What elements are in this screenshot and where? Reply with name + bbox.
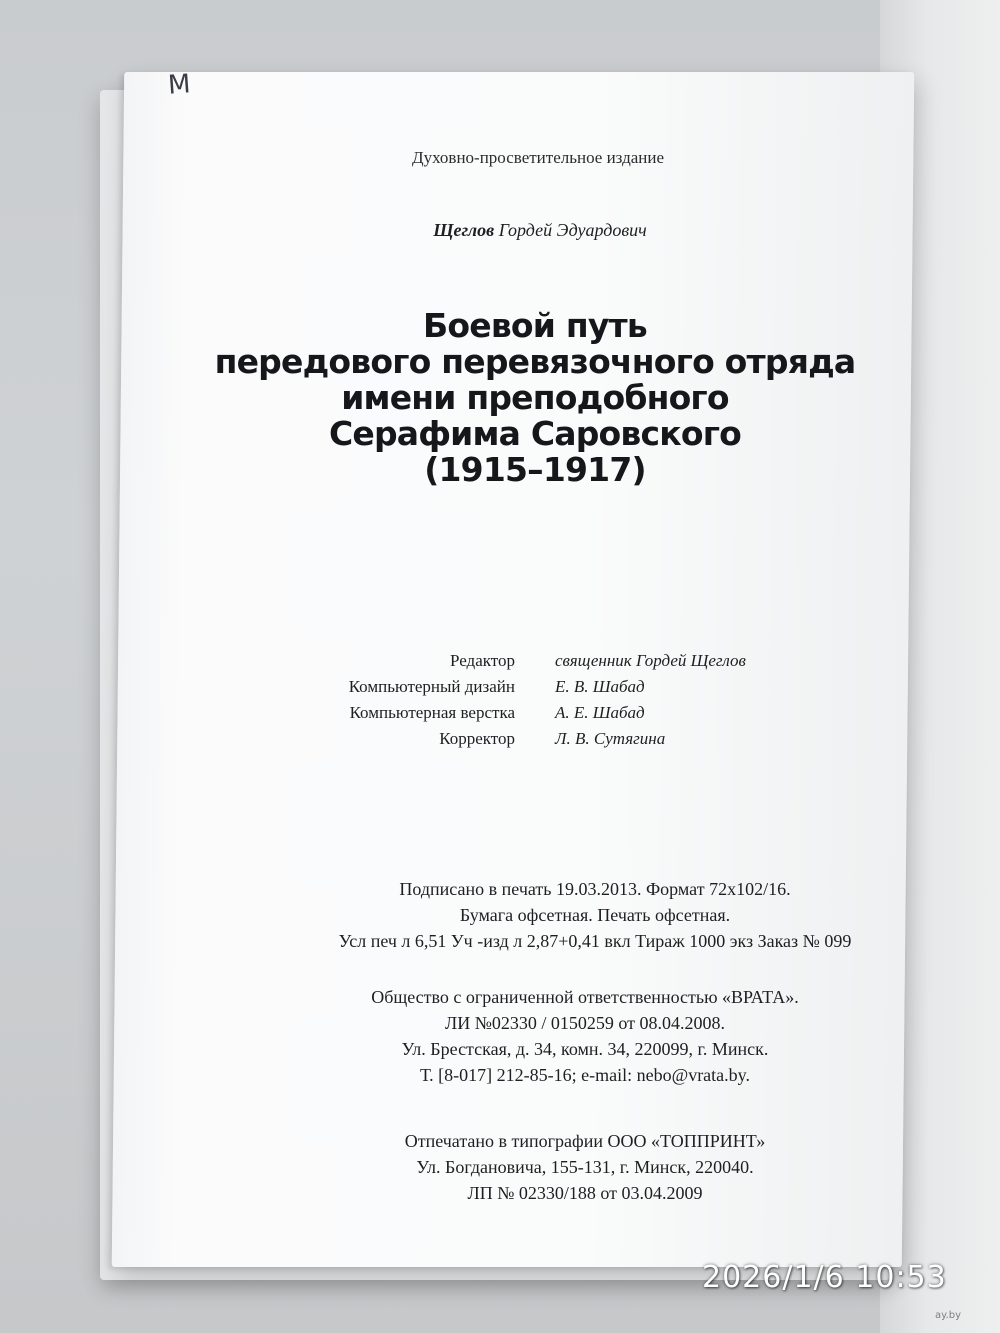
credit-name: А. Е. Шабад — [555, 703, 645, 722]
printer-line: Ул. Богдановича, 155-131, г. Минск, 220040. — [416, 1157, 754, 1177]
imprint-block — [95, 876, 1000, 954]
credit-row — [270, 700, 746, 726]
imprint-line: Усл печ л 6,51 Уч -изд л 2,87+0,41 вкл Тираж 1000 экз Заказ № 099 — [338, 931, 852, 951]
title-line: имени преподобного — [341, 378, 729, 417]
series-label: Духовно-просветительное издание — [411, 148, 665, 167]
credit-row — [270, 726, 746, 752]
credit-role: Корректор — [439, 729, 515, 748]
publisher-line: Т. [8-017] 212-85-16; e-mail: nebo@vrata.by. — [419, 1065, 750, 1085]
credit-name: священник Гордей Щеглов — [555, 651, 746, 670]
publisher-line: Общество с ограниченной ответственностью «ВРАТА». — [371, 987, 799, 1007]
publisher-line: Ул. Брестская, д. 34, комн. 34, 220099, г. Минск. — [401, 1039, 769, 1059]
credits-block — [270, 648, 746, 752]
title-line: Боевой путь — [423, 306, 647, 345]
imprint-line: Бумага офсетная. Печать офсетная. — [459, 905, 731, 925]
photo-timestamp: 2026/1/6 10:53 — [702, 1260, 947, 1295]
printer-block — [85, 1128, 1000, 1206]
credit-name: Е. В. Шабад — [555, 677, 645, 696]
watermark: ay.by — [935, 1310, 962, 1321]
credit-row — [270, 674, 746, 700]
title-line: Серафима Саровского — [328, 414, 742, 453]
credit-row — [270, 648, 746, 674]
book-title — [35, 308, 1000, 488]
credit-role: Компьютерная верстка — [349, 703, 515, 722]
credit-role: Компьютерный дизайн — [348, 677, 515, 696]
title-line: (1915–1917) — [424, 450, 646, 489]
credit-role: Редактор — [450, 651, 515, 670]
author-line — [40, 220, 1000, 241]
credit-name: Л. В. Сутягина — [555, 729, 666, 748]
publisher-line: ЛИ №02330 / 0150259 от 08.04.2008. — [444, 1013, 725, 1033]
author-surname: Щеглов — [433, 220, 495, 240]
printer-line: Отпечатано в типографии ООО «ТОППРИНТ» — [404, 1131, 766, 1151]
title-line: передового перевязочного отряда — [214, 342, 856, 381]
author-given-names: Гордей Эдуардович — [498, 220, 647, 240]
handwritten-mark: М — [166, 69, 192, 101]
imprint-line: Подписано в печать 19.03.2013. Формат 72х102/16. — [399, 879, 791, 899]
printer-line: ЛП № 02330/188 от 03.04.2009 — [467, 1183, 703, 1203]
publisher-block — [85, 984, 1000, 1088]
